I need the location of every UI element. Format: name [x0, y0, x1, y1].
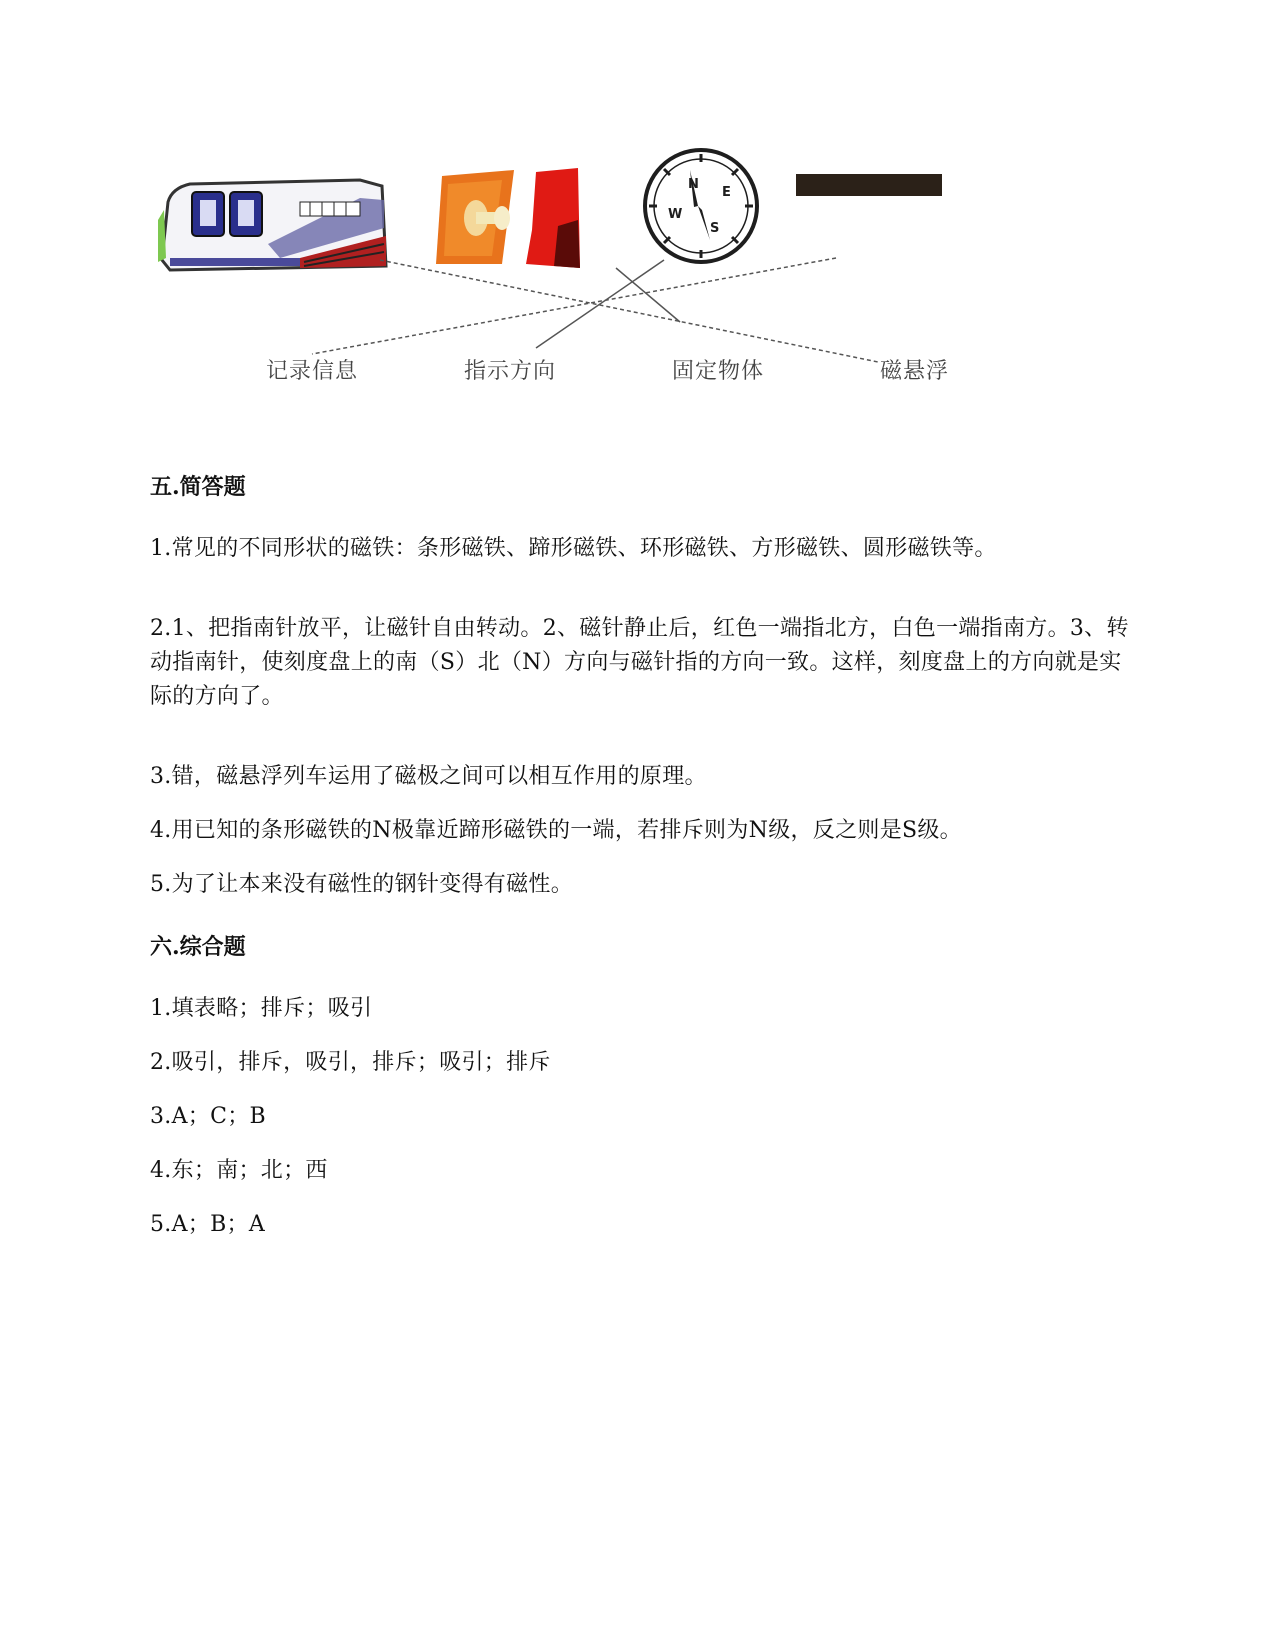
comprehensive-answer-5: 5.A；B；A [150, 1212, 266, 1237]
compass-letter-w: W [668, 207, 683, 222]
short-answer-3: 3.错，磁悬浮列车运用了磁极之间可以相互作用的原理。 [150, 764, 707, 789]
answer-content [150, 470, 1130, 1242]
short-answer-2: 2.1、把指南针放平，让磁针自由转动。2、磁针静止后，红色一端指北方，白色一端指南方。3、转动指南针，使刻度盘上的南（S）北（N）方向与磁针指的方向一致。这样，刻度盘上的方向就是实际的方向了。 [150, 616, 1129, 709]
label-record-info: 记录信息 [266, 359, 359, 384]
line-magnet-to-fix [616, 268, 680, 322]
short-answer-1: 1.常见的不同形状的磁铁：条形磁铁、蹄形磁铁、环形磁铁、方形磁铁、圆形磁铁等。 [150, 536, 997, 561]
comprehensive-answer-2: 2.吸引，排斥，吸引，排斥；吸引；排斥 [150, 1050, 551, 1075]
compass-letter-s: S [710, 221, 720, 236]
compass-letter-e: E [722, 185, 731, 200]
label-fix-object: 固定物体 [672, 359, 765, 384]
comprehensive-answer-4: 4.东；南；北；西 [150, 1158, 328, 1183]
compass-letter-n: N [688, 177, 699, 192]
label-maglev: 磁悬浮 [880, 359, 950, 384]
section-title-comprehensive: 六.综合题 [150, 934, 246, 960]
compass-image [645, 150, 757, 262]
section-title-short-answer: 五.简答题 [150, 474, 246, 500]
comprehensive-answer-3: 3.A；C；B [150, 1104, 266, 1129]
comprehensive-answer-1: 1.填表略；排斥；吸引 [150, 996, 373, 1021]
line-compass-to-direction [536, 260, 664, 348]
short-answer-4: 4.用已知的条形磁铁的N极靠近蹄形磁铁的一端，若排斥则为N级，反之则是S级。 [150, 818, 962, 843]
matching-figure [150, 140, 1010, 420]
line-bar-to-record [312, 258, 836, 354]
short-answer-5: 5.为了让本来没有磁性的钢针变得有磁性。 [150, 872, 573, 897]
maglev-train-image [158, 180, 386, 270]
line-train-to-maglev [380, 260, 878, 362]
bar-magnet-image [796, 174, 942, 196]
matching-lines [312, 258, 878, 362]
label-indicate-direction: 指示方向 [464, 359, 557, 384]
magnet-holding-image [436, 168, 580, 268]
